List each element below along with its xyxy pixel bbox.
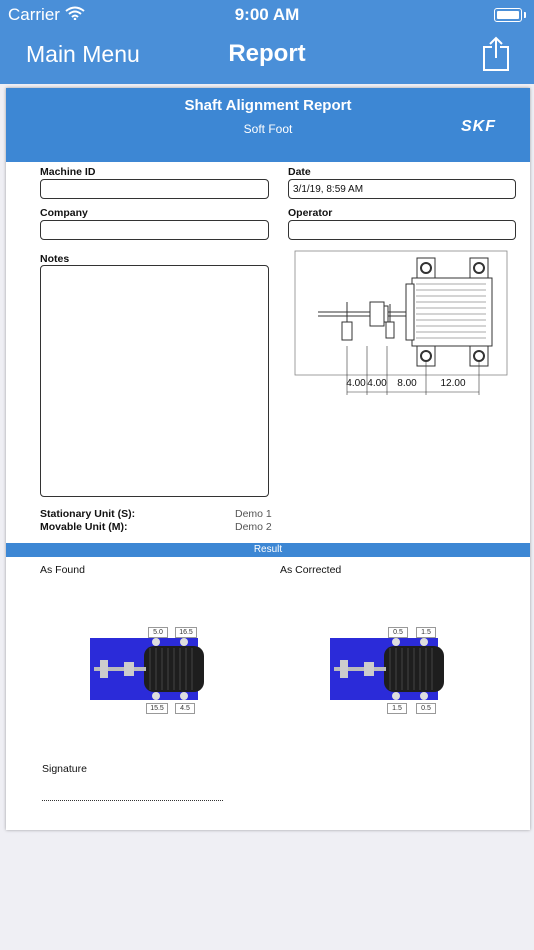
soft-foot-value: 15.5 bbox=[146, 703, 168, 714]
report-subtitle: Soft Foot bbox=[243, 122, 293, 136]
report-header bbox=[6, 88, 530, 162]
dim-label: 8.00 bbox=[397, 378, 417, 389]
as-found-label: As Found bbox=[40, 564, 85, 576]
clock: 9:00 AM bbox=[234, 5, 300, 24]
dim-label: 4.00 bbox=[346, 378, 366, 389]
machine-id-label: Machine ID bbox=[40, 166, 96, 178]
date-label: Date bbox=[288, 166, 311, 178]
report-sheet bbox=[6, 88, 530, 830]
movable-unit-label: Movable Unit (M): bbox=[40, 521, 128, 533]
signature-label: Signature bbox=[42, 763, 87, 775]
date-field[interactable]: 3/1/19, 8:59 AM bbox=[288, 179, 516, 199]
stationary-unit-label: Stationary Unit (S): bbox=[40, 508, 136, 520]
as-found-machine-image bbox=[90, 638, 210, 700]
as-corrected-label: As Corrected bbox=[280, 564, 342, 576]
movable-unit-value: Demo 2 bbox=[235, 521, 272, 533]
signature-line[interactable] bbox=[42, 798, 223, 801]
soft-foot-value: 16.5 bbox=[175, 627, 197, 638]
soft-foot-value: 4.5 bbox=[175, 703, 195, 714]
soft-foot-value: 1.5 bbox=[387, 703, 407, 714]
dim-label: 12.00 bbox=[440, 378, 466, 389]
result-section-header: Result bbox=[6, 543, 530, 557]
navigation-bar bbox=[0, 0, 534, 84]
company-field[interactable] bbox=[40, 220, 269, 240]
machine-diagram bbox=[294, 250, 510, 405]
as-corrected-machine-image bbox=[330, 638, 450, 700]
notes-label: Notes bbox=[40, 253, 70, 265]
carrier-label: Carrier bbox=[8, 5, 60, 24]
company-label: Company bbox=[40, 207, 88, 219]
main-menu-button[interactable]: Main Menu bbox=[26, 41, 140, 67]
machine-id-field[interactable] bbox=[40, 179, 269, 199]
page-title: Report bbox=[228, 40, 306, 67]
operator-field[interactable] bbox=[288, 220, 516, 240]
share-icon[interactable] bbox=[482, 36, 510, 72]
battery-icon bbox=[494, 8, 522, 22]
soft-foot-value: 5.0 bbox=[148, 627, 168, 638]
brand-logo: SKF bbox=[461, 118, 496, 135]
soft-foot-value: 1.5 bbox=[416, 627, 436, 638]
soft-foot-value: 0.5 bbox=[416, 703, 436, 714]
dim-label: 4.00 bbox=[367, 378, 387, 389]
stationary-unit-value: Demo 1 bbox=[235, 508, 272, 520]
notes-field[interactable] bbox=[40, 265, 269, 497]
soft-foot-value: 0.5 bbox=[388, 627, 408, 638]
operator-label: Operator bbox=[288, 207, 333, 219]
report-title: Shaft Alignment Report bbox=[184, 97, 352, 114]
